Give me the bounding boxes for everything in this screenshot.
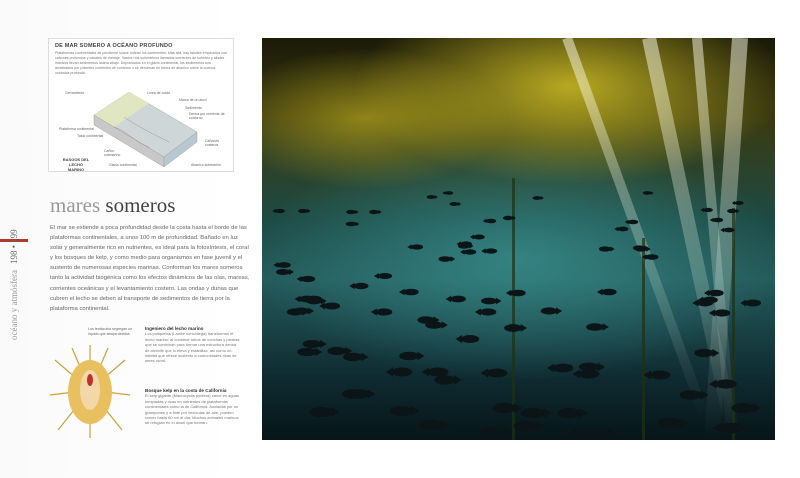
diagram-label: Abanico submarino (191, 163, 221, 167)
fish (427, 368, 448, 377)
fish (473, 235, 485, 240)
fish (353, 283, 368, 289)
fish (298, 348, 317, 356)
fish (276, 269, 290, 275)
folio-section: océano y atmósfera (9, 270, 19, 340)
diagram-label: Cañones costeros (205, 139, 220, 147)
fish (514, 421, 539, 432)
diagram-label: Marca de un aluvi (179, 98, 207, 102)
caption-text: Los poliquetos (Lanice conchilega) transforman el lecho marino: al construir tubos de conchas y piedras que se combinan para formar una estructura densa de arrecife que lo eleva y estabiliza, así como un hábitat que ofrece sustento a comunidades ricas de seres vivos. (145, 331, 240, 364)
fish (481, 298, 497, 305)
diagram-label: Cerramiento (65, 91, 85, 95)
fish (461, 335, 480, 343)
title-light: mares (50, 193, 101, 217)
fish (392, 367, 413, 376)
fish (504, 324, 522, 332)
diagram-label: Talud continental (77, 134, 104, 138)
fish (602, 289, 617, 296)
fish (486, 218, 496, 222)
fish (510, 290, 525, 297)
fish (533, 196, 542, 200)
diagram-label: Cañón submarino (104, 149, 121, 157)
fish (346, 210, 356, 214)
fish (400, 351, 420, 359)
seafloor-diagram (48, 38, 234, 172)
fish (293, 307, 310, 314)
fish (599, 246, 611, 251)
fish (450, 295, 466, 302)
fish (586, 323, 604, 331)
folio-pages: 198 • 199 (9, 229, 19, 265)
fish (541, 308, 558, 315)
diagram-label: Línea de costa (147, 91, 170, 95)
diagram-caption: RASGOS DEL LECHO MARINO (62, 157, 90, 172)
fish (449, 202, 458, 206)
fish (439, 256, 452, 262)
fish (480, 309, 497, 316)
title-dark: someros (105, 193, 176, 217)
fish (303, 340, 322, 348)
polychaete-illustration (50, 340, 130, 440)
fish (487, 368, 508, 377)
fish (727, 208, 737, 212)
fish (731, 403, 754, 413)
fish (419, 420, 443, 430)
fish (300, 276, 314, 282)
fish (310, 407, 334, 417)
body-text: El mar se extiende a poca profundidad desde la costa hasta el borde de las plataformas continentales, a unos 100 m de profundidad. Bañado en luz solar y generalmente rico en nutrientes, es ideal para la fotosíntesis, el coral y los bosques de kelp, y como medio para organismos en fase juvenil y el sustento de numerosas especies marinas. Conforman los mares someros tanto la actividad biogénica como los efectos dinámicos de las olas, mareas, corrientes oceánicas y el levantamiento costero. Las ondas y dunas que cubren el lecho se deben al transporte de sedimentos de tierra por la plataforma continental. (50, 225, 250, 312)
polychaete-label: Los tentáculos segregan un líquido que atrapa detritos (88, 327, 133, 336)
kelp-forest-photo (262, 38, 775, 440)
fish (378, 272, 392, 278)
fish (633, 245, 645, 250)
fish (586, 428, 611, 439)
diagram-label: Glacis continental (109, 163, 137, 167)
fish (445, 191, 454, 195)
fish (369, 210, 379, 214)
fish (298, 209, 308, 213)
fish (343, 353, 363, 361)
fish (650, 370, 671, 379)
folio (4, 200, 24, 340)
fish (411, 245, 423, 250)
fish (679, 390, 701, 400)
fish (277, 263, 291, 269)
fish (503, 216, 513, 220)
fish (376, 308, 393, 315)
fish (702, 296, 718, 303)
fish (553, 364, 574, 373)
fish (404, 288, 419, 295)
fish (323, 302, 339, 309)
fish (484, 248, 496, 253)
caption-title: Ingeniero del lecho marino (145, 326, 204, 331)
diagram-label: Plataforma continental (59, 127, 94, 131)
diagram-label: Sedimento (185, 106, 202, 110)
caption-title: Bosque kelp en la costa de California (145, 388, 227, 393)
caption-text: El kelp gigante (Macrocystis pyrifera) crece en aguas templadas y ricas en nutrientes de plataformas continentales como la de California. Ancladas por un grampones y a flote por vesículas de aire, pueden crecer hasta 60 cm al día. Muchos animales marinos se refugian en el dosel que forman. (145, 393, 240, 426)
fish (658, 418, 682, 428)
fish (479, 427, 504, 438)
fish (389, 406, 412, 416)
fish (299, 295, 315, 302)
fish (694, 349, 713, 357)
fish (346, 222, 357, 227)
fish (521, 408, 545, 418)
fish (493, 403, 516, 413)
kelp-stalk (642, 238, 645, 440)
fish (720, 423, 745, 434)
fish (646, 254, 659, 260)
fish (557, 408, 581, 418)
fish (617, 226, 628, 231)
caption-kelp (145, 388, 240, 426)
diagram-label: Deriva por corriente de contorno (189, 112, 225, 120)
page-title (50, 193, 175, 218)
fish (643, 191, 652, 195)
diagram-title: DE MAR SOMERO A OCÉANO PROFUNDO (55, 43, 173, 49)
caption-polychaete (145, 326, 240, 364)
diagram-text: Plataformas continentales de pendiente suave rodean los continentes. Más allá, hay taludes empinados con cañones profundos y canales de drenaje. Vastos ríos submarinos llamados corrientes de turbidez y aludes masivos llevan sedimentos ladera abajo. Depositados en el glacis continental, los sedimentos son arrastrados por potentes corrientes de contorno o se derraman en forma de abanico sobre la cuenca oceánica profunda. (55, 51, 228, 75)
fish (744, 300, 760, 307)
fish (716, 379, 738, 388)
fish (458, 243, 470, 248)
fish (275, 209, 285, 213)
fish (578, 362, 598, 371)
fish (434, 376, 455, 385)
fish (464, 250, 477, 255)
fish (426, 195, 435, 199)
fish (418, 317, 435, 324)
